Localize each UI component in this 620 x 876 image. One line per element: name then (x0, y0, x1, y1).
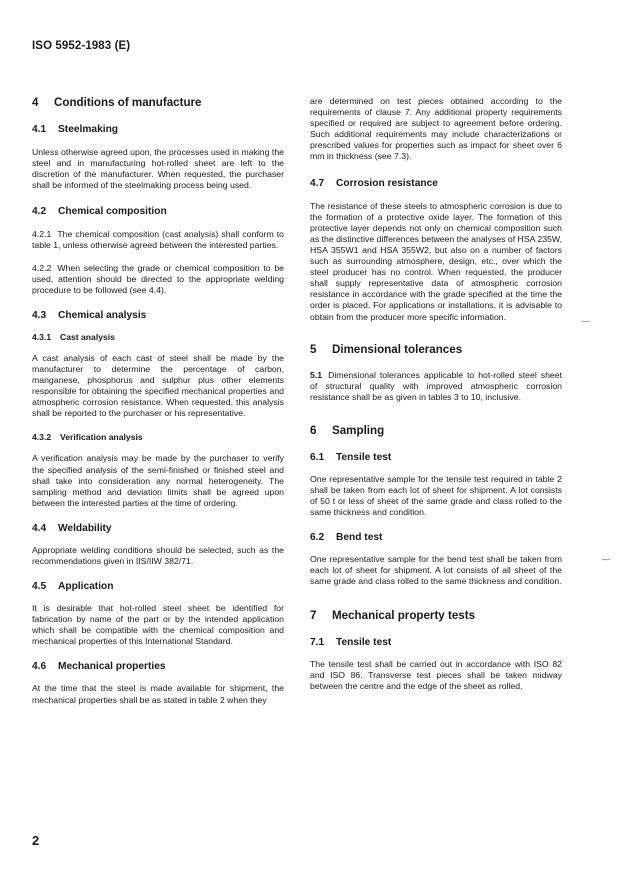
section-4-7-text: The resistance of these steels to atmospheric corrosion is due to the formation of a protective oxide layer. The formation of this protective layer depends not only on chemical composition such as the distinctive differences between the analyses of HSA 235W, HSA 355W1 and HSA 355W2, but also on a number of factors such as surrounding atmosphere, design, etc., over which the steel producer has no control. When requested, the producer shall supply representative data of atmospheric corrosion resistance in accordance with the grade specified at the time the order is placed. For applications or installations, it is advisable to obtain from the producer more specific information. (310, 200, 562, 322)
section-4-3-heading (32, 309, 284, 322)
section-4-3-1-text: A cast analysis of each cast of steel shall be made by the manufacturer to determine the percentage of carbon, manganese, phosphorus and sulphur plus other elements responsible for obtaining the specified mechanical properties and atmospheric corrosion resistance. When requested, this analysis shall be reported to the purchaser or his representative. (32, 352, 284, 419)
section-number: 4.4 (32, 522, 47, 534)
section-title: Bend test (336, 532, 383, 544)
section-title: Dimensional tolerances (332, 342, 463, 356)
section-title: Application (58, 581, 114, 593)
section-number: 6.1 (310, 451, 325, 463)
section-4-1-text: Unless otherwise agreed upon, the processes used in making the steel and in manufacturing hot-rolled sheet are left to the discretion of the manufacturer. When requested, the purchaser shall be informed of the steelmaking process being used. (32, 147, 284, 191)
section-number: 7.1 (310, 636, 325, 648)
scan-mark: ‿ (602, 550, 611, 561)
section-title: Tensile test (336, 451, 392, 463)
section-title: Chemical composition (58, 206, 167, 218)
section-6-2-heading (310, 531, 562, 544)
section-4-3-2-heading (32, 432, 284, 443)
section-number: 6.2 (310, 532, 325, 544)
section-4-3-1-heading (32, 332, 284, 343)
page-number: 2 (32, 833, 40, 848)
section-number: 4 (32, 96, 39, 109)
section-title: Sampling (332, 423, 385, 437)
section-7-1-heading (310, 636, 562, 649)
section-4-4-heading (32, 522, 284, 535)
clause-number: 4.2.1 (32, 229, 52, 240)
clause-number: 5.1 (310, 369, 323, 380)
section-title: Cast analysis (60, 331, 115, 342)
left-column (32, 96, 284, 706)
section-4-6-continued-text: are determined on test pieces obtained according to the requirements of clause 7. Any additional property requirements specified or required are subject to agreement before ordering. Such additional requirements may include characterizations or prescribed values for properties such as impact for sheet over 6 mm in thickness (see 7.3). (310, 96, 562, 162)
section-title: Mechanical property tests (332, 608, 476, 622)
section-title: Tensile test (336, 636, 392, 648)
section-title: Chemical analysis (58, 309, 147, 321)
section-number: 4.3 (32, 309, 47, 321)
section-4-1-heading (32, 123, 284, 136)
section-number: 4.7 (310, 177, 325, 189)
section-number: 4.1 (32, 124, 47, 135)
section-title: Conditions of manufacture (54, 96, 202, 109)
section-number: 6 (310, 423, 317, 437)
section-4-heading (32, 96, 284, 110)
section-number: 4.3.1 (32, 331, 52, 342)
section-4-3-2-text: A verification analysis may be made by the purchaser to verify the specified analysis of the semi-finished or finished steel and shall take into consideration any normal heterogeneity. The sampling method and deviation limits shall be agreed upon between the interested parties at the time of ordering. (32, 453, 284, 508)
section-4-5-heading (32, 580, 284, 593)
section-5-1-text: 5.1 Dimensional tolerances applicable to hot-rolled steel sheet of structural quality with improved atmospheric corrosion resistance shall be as given in tables 3 to 10, inclusive. (310, 369, 562, 402)
section-title: Weldability (58, 522, 112, 534)
document-header: ISO 5952-1983 (E) (32, 40, 131, 52)
section-4-4-text: Appropriate welding conditions should be selected, such as the recommendations given in IIS/IIW 382/71. (32, 544, 284, 566)
section-5-heading (310, 343, 562, 357)
section-number: 4.6 (32, 661, 47, 673)
section-4-5-text: It is desirable that hot-rolled steel sheet be identified for fabrication by name of the part or by the intended application which shall be compatible with the chemical composition and mechanical properties of this International Standard. (32, 603, 284, 647)
section-6-1-text: One representative sample for the tensile test required in table 2 shall be taken from each lot of sheet for shipment. A lot consists of 50 t or less of sheet of the same grade and class rolled to the same thickness and condition. (310, 473, 562, 518)
section-6-2-text: One representative sample for the bend test shall be taken from each lot of sheet for shipment. A lot consists of all sheet of the same grade and class rolled to the same thickness and condition. (310, 554, 562, 587)
clause-number: 4.2.2 (32, 262, 52, 273)
section-7-1-text: The tensile test shall be carried out in accordance with ISO 82 and ISO 86. Transverse test pieces shall be taken midway between the centre and the edge of the sheet as rolled. (310, 658, 562, 691)
section-7-heading (310, 609, 562, 623)
section-number: 7 (310, 608, 317, 622)
section-title: Mechanical properties (58, 661, 166, 673)
section-title: Corrosion resistance (336, 177, 438, 189)
section-title: Verification analysis (60, 432, 143, 443)
section-4-2-heading (32, 205, 284, 218)
section-4-2-2-text: 4.2.2 When selecting the grade or chemical composition to be used, attention should be directed to the appropriate welding procedure to be followed (see 4.4). (32, 262, 284, 295)
section-6-1-heading (310, 451, 562, 464)
section-4-6-text: At the time that the steel is made available for shipment, the mechanical properties shall be as stated in table 2 when they (32, 683, 284, 705)
section-6-heading (310, 424, 562, 438)
section-number: 4.2 (32, 206, 47, 218)
section-4-7-heading (310, 177, 562, 190)
section-4-6-heading (32, 660, 284, 673)
section-title: Steelmaking (58, 124, 119, 135)
right-column (310, 96, 562, 692)
scan-mark: ‿ (582, 312, 591, 323)
section-4-2-1-text: 4.2.1 The chemical composition (cast analysis) shall conform to table 1, unless otherwise agreed between the interested parties. (32, 229, 284, 251)
section-number: 4.3.2 (32, 432, 52, 443)
section-number: 5 (310, 342, 317, 356)
section-number: 4.5 (32, 581, 47, 593)
